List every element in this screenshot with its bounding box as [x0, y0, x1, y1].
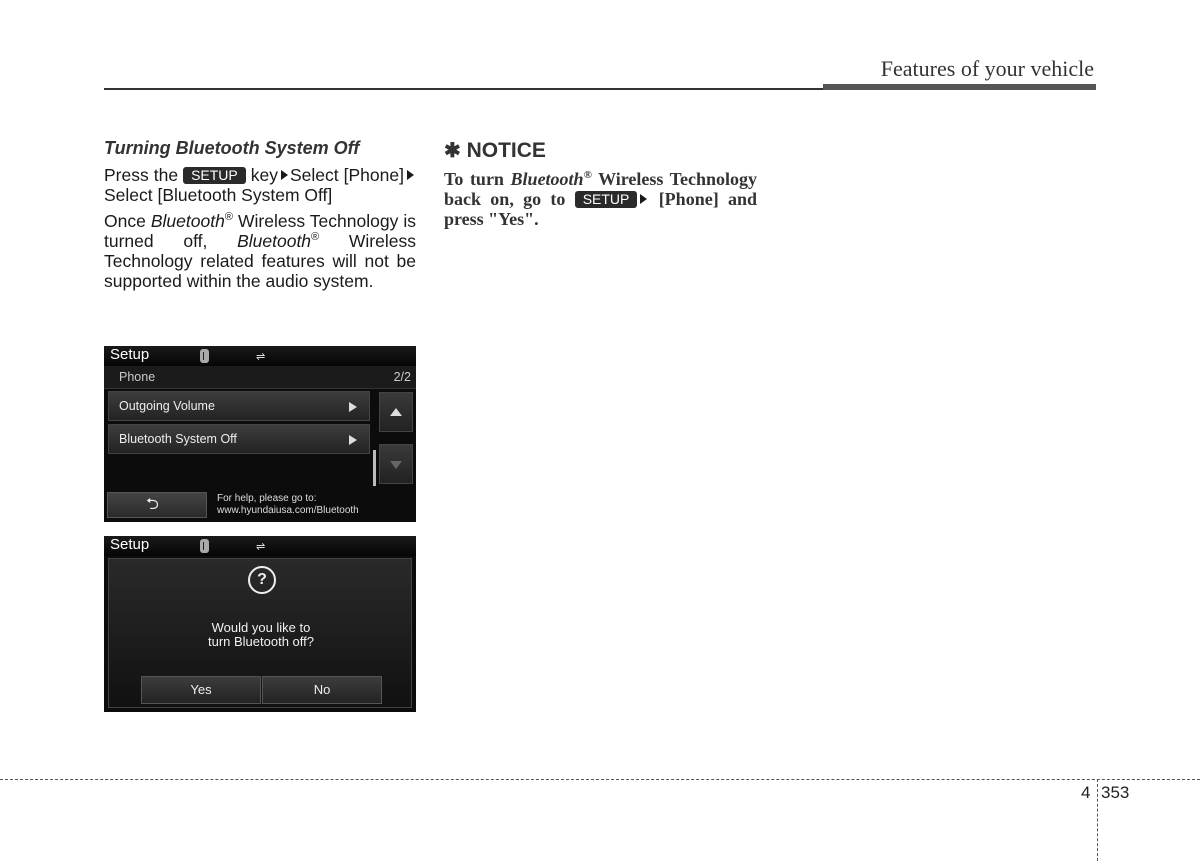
usb-icon: ⇌	[256, 541, 266, 553]
menu-item-bluetooth-system-off[interactable]: Bluetooth System Off	[108, 424, 370, 454]
menu-item-outgoing-volume[interactable]: Outgoing Volume	[108, 391, 370, 421]
triangle-down-icon	[390, 461, 402, 469]
asterisk-icon: ✱	[444, 140, 461, 162]
dialog-message-line1: Would you like to	[211, 620, 311, 635]
page-number: 353	[1101, 783, 1130, 802]
notice-text: To turn Bluetooth® Wireless Technology back on, go to SETUP [Phone] and press "Yes".	[444, 169, 758, 229]
help-text: For help, please go to: www.hyundaiusa.com/Bluetooth	[217, 493, 359, 516]
setup-key-badge: SETUP	[183, 167, 246, 184]
bluetooth-icon	[200, 349, 209, 363]
triangle-up-icon	[390, 408, 402, 416]
setup-confirm-screen	[104, 536, 416, 712]
play-arrow-icon	[349, 402, 357, 412]
screen-subbar	[104, 366, 416, 389]
dialog-message-line2: turn Bluetooth off?	[207, 634, 314, 649]
info-paragraph: Once Bluetooth® Wireless Technology is turned off, Bluetooth® Wireless Technology related features will not be supported within the audio system.	[104, 211, 416, 291]
screen-title: Setup	[110, 536, 150, 553]
header-title: Features of your vehicle	[880, 56, 1094, 81]
chapter-number: 4	[1081, 783, 1091, 802]
page-indicator: 2/2	[393, 370, 411, 384]
left-column	[104, 138, 416, 297]
question-icon: ?	[248, 566, 276, 594]
arrow-right-icon	[407, 170, 414, 180]
screen-subtitle: Phone	[119, 370, 156, 384]
confirm-dialog	[108, 558, 412, 708]
scroll-up-button[interactable]	[379, 392, 413, 432]
arrow-right-icon	[640, 194, 647, 204]
notice-heading: ✱ NOTICE	[444, 139, 546, 162]
bluetooth-icon	[200, 539, 209, 553]
scrollbar[interactable]	[373, 450, 376, 486]
screen-topbar	[104, 536, 416, 556]
screen-topbar	[104, 346, 416, 366]
no-button[interactable]: No	[262, 676, 382, 704]
screen-title: Setup	[110, 346, 150, 363]
arrow-right-icon	[281, 170, 288, 180]
play-arrow-icon	[349, 435, 357, 445]
instruction-paragraph: Press the SETUP key Select [Phone]Select [Bluetooth System Off]	[104, 165, 416, 205]
notice-box	[444, 138, 757, 229]
footer-vertical-divider	[1097, 779, 1098, 861]
scroll-down-button[interactable]	[379, 444, 413, 484]
setup-key-badge: SETUP	[575, 191, 638, 208]
footer-divider	[0, 779, 1200, 780]
setup-phone-screen	[104, 346, 416, 522]
section-heading: Turning Bluetooth System Off	[104, 138, 360, 158]
header-bar	[823, 84, 1096, 90]
yes-button[interactable]: Yes	[141, 676, 261, 704]
usb-icon: ⇌	[256, 351, 266, 363]
back-button[interactable]	[107, 492, 207, 518]
return-arrow-icon: ⮌	[146, 496, 159, 513]
